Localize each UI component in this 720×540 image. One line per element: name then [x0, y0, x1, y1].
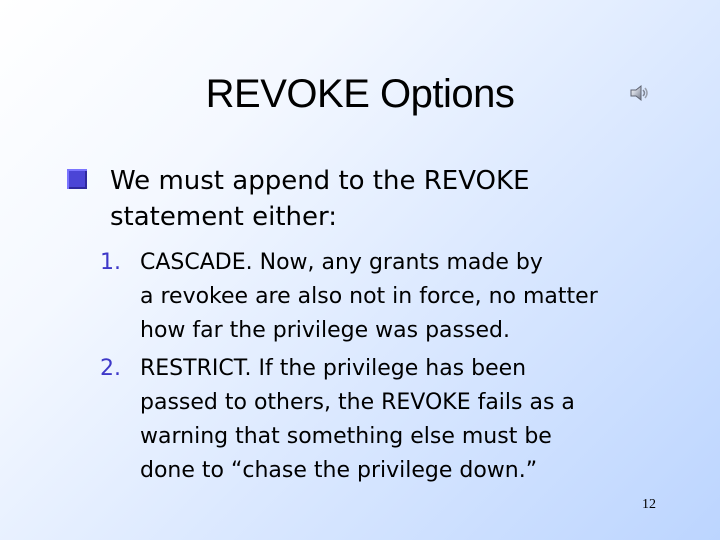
item-line: passed to others, the REVOKE fails as a — [140, 390, 575, 415]
numbered-item-cascade — [100, 246, 670, 348]
speaker-icon[interactable] — [628, 82, 650, 104]
square-bullet-icon — [67, 169, 87, 189]
item-line: warning that something else must be — [140, 424, 552, 449]
page-number: 12 — [642, 497, 656, 512]
item-number: 1. — [100, 250, 121, 275]
item-number: 2. — [100, 356, 121, 381]
item-line: RESTRICT. If the privilege has been — [140, 356, 527, 381]
main-bullet-text — [110, 163, 670, 235]
item-line: a revokee are also not in force, no matter — [140, 284, 598, 309]
slide-title: REVOKE Options — [205, 72, 515, 116]
item-line: done to “chase the privilege down.” — [140, 458, 538, 483]
item-line: how far the privilege was passed. — [140, 318, 510, 343]
main-bullet-line: statement either: — [110, 202, 338, 232]
numbered-item-restrict — [100, 352, 670, 488]
item-line: CASCADE. Now, any grants made by — [140, 250, 543, 275]
main-bullet-line: We must append to the REVOKE — [110, 166, 530, 196]
